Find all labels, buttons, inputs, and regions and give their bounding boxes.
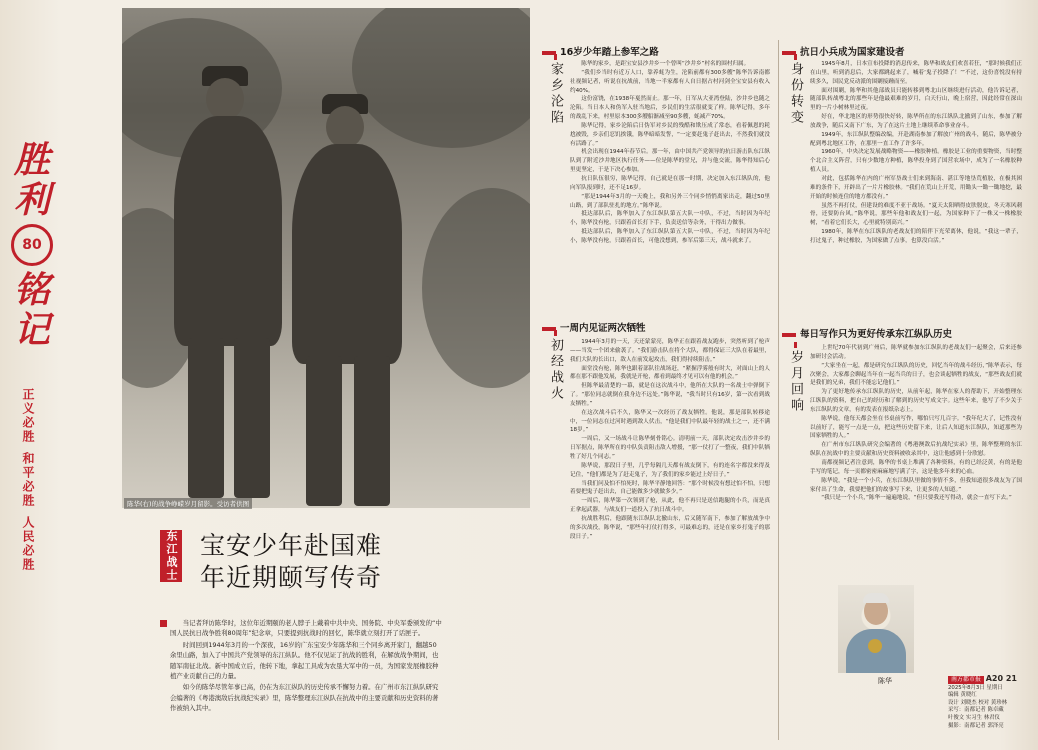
paragraph: 为了更好地传承东江纵队的历史，从前年起，陈华在家人的帮助下，开始整理东江纵队的资料，把自己的经历和了解到的历史写成文字。这些年来，他写了不少关于东江纵队的文章，有的发表在报纸杂志上。: [810, 389, 1022, 413]
paragraph: 陈华说，那段日子里，几乎每隔几天都有战友倒下，有的连名字都没来得及记住，“他们都是为了赶走鬼子，为了我们的家乡能过上好日子。”: [570, 462, 770, 478]
masthead-char: 胜: [13, 139, 50, 181]
section-body: [570, 60, 770, 292]
lede-marker: [160, 620, 167, 627]
paragraph: 机会出现在1944年春节后。那一年，由中国共产党领导的抗日游击队东江纵队到了附近沙井地区执行任务——位是陈华的堂兄，并与他交流，陈华得知后心里更坚定，于是下决心参加。: [570, 149, 770, 174]
paragraph: 抵达部队后，陈华加入了东江纵队第五大队一中队，不过，当时因为年纪小，陈华没有枪，只跟着首长打下手，负责送信等杂务，干得出力做事。: [570, 211, 770, 227]
paragraph: 好在，华北地区的形势很快好转，陈华所在的东江纵队北撤到了山东，参加了解放战争，随后又南下广东，为了在这片土地上继续革命事业奋斗。: [810, 114, 1022, 129]
paragraph: 南都视频记者注意到，陈华的书桌上堆满了各种资料，有的已经泛黄，有的是他手写的笔记，每一页都密密麻麻地写满了字，这是他多年来的心血。: [810, 459, 1022, 475]
paragraph: 1945年8月，日本宣布投降的消息传来，陈华和战友们欢喜若狂，“那时候我们正在山里，听到消息后，大家都跳起来了，喊着‘鬼子投降了！’”不过，这份喜悦没有持续多久，国民党反动派的围剿接踵而至。: [810, 61, 1022, 85]
section-title: 每日写作只为更好传承东江纵队历史: [782, 326, 952, 340]
masthead-char: 利: [13, 179, 50, 221]
paragraph: “我们乡当时有近万人口，靠养蚝为生，沦陷前都有300多艘”陈华告诉南都社视频记者，听说在抗战前，当地一半家都有人自日据占村河剑全宝安县有收入约40%。: [570, 69, 770, 94]
paragraph: 这份富饶，在1938年戛然而止。那一年，日军从大亚湾登陆，沙井乡也随之沦陷。当日本人和伪军入驻当地后，乡民们的生活很就变了样。陈华记得，多年的战乱下来，村里原本300多艘船渐减至90多艘，蚝减产70%。: [570, 96, 770, 121]
masthead-char: 记: [13, 309, 50, 351]
paragraph: 一周后，又一场战斗让陈华刻骨铭心。清明前一天，部队决定攻击沙井乡的日军据点，陈华所在的中队负责阻击敌人增援，“那一仗打了一整夜，我们中队牺牲了好几个同志。”: [570, 436, 770, 460]
paragraph: 1949年，东江纵队整编改编，开赴湖南参加了解放广州的战斗，随后，陈华被分配到粤北地区工作，在那里一直工作了许多年。: [810, 131, 1022, 147]
slogan: 和平必胜: [21, 452, 35, 508]
paragraph: 1944年3月的一天，天还蒙蒙亮，陈华正在跟着战友跑步，突然听到了枪声——当发一个团来偷袭了。“我们游击队在将个大队，都得保证三大队在着最里，我们大队的长出口，敌人在前发起攻击，我们得持续阻击。”: [570, 339, 770, 363]
lede-paragraph: 时间回到1944年3月的一个深夜，16岁的广东宝安少年陈华和三个同乡离开家门，翻越50余里山路，加入了中国共产党领导的东江纵队。他不仅见证了抗战的胜利，在解放战争期间，也随军南征北战。新中国成立后，他转下地，拿起工具成为农垦大军中的一员，为国家发展橡胶种植产业贡献自己的力量。: [170, 640, 439, 681]
section-label: 家乡沦陷: [548, 62, 563, 126]
publication-info: [948, 675, 1018, 730]
column-divider: [778, 40, 779, 740]
paragraph: “我只是一个小兵，”陈华一遍遍地说，“但只要我还写得动，就会一直写下去。”: [821, 495, 1012, 502]
paragraph: 虽然不再打仗，但建设的难度不亚于战场。“夏天太阳晒得皮肤脱皮，冬天寒风刺骨，还要防台风。”陈华说，那些年他和战友们一起，为国家种下了一株又一株橡胶树，“看着它们长大，心里就特别高兴。”: [810, 202, 1022, 227]
section-label: 初经战火: [548, 338, 563, 402]
headline-line: 宝安少年赴国难: [200, 531, 383, 560]
paragraph: 面对围剿，陈华和其他部战员只能转移到粤北山区继续进行活动，他告诉记者，随部队转战粤北的那些年是他最艰难的岁月，白天行山，晚上宿营，因此经常在深山里的一片小树林里过夜。: [810, 87, 1022, 112]
paragraph: 陈华的家乡，是距宝安县沙井乡一个曾叫“沙井乡”村名的围村归属。: [581, 61, 750, 67]
masthead-char: 铭: [13, 269, 50, 311]
section-title: 一周内见证两次牺牲: [542, 320, 646, 334]
pub-editor: 编辑 黄晓红: [948, 692, 977, 699]
pub-credits: 摄影：南都记者 郭泽亮: [948, 722, 1004, 729]
section-title: 16岁少年踏上参军之路: [542, 44, 659, 58]
paragraph: 抗战胜利后，他跟随东江纵队北撤山东，后又随军南下，参加了解放战争中的多次战役，陈华说，“那些年打仗打得多，可最难忘的，还是在家乡打鬼子的那段日子。”: [570, 515, 770, 540]
section-label: 身份转变: [788, 62, 803, 126]
lede-paragraph: 当记者拜访陈华时，这位年近期颐的老人脖子上戴着中共中央、国务院、中央军委颁发的“中国人民抗日战争胜利80周年”纪念章，只要提到抗战时的回忆，陈华就立刻打开了话匣子。: [170, 619, 442, 638]
section-body: [810, 344, 1022, 580]
paragraph: 面堂没有枪，陈华也跟着部队往战场赶，“紧握浮雾般有时大，对面山上的人都在那不跟他发展，我就是开枪，都看到最终才见可以有他的机会。”: [570, 365, 770, 381]
slogan: 人民必胜: [21, 516, 35, 572]
paragraph: 陈华说，“我是一个小兵，在东江纵队里做的事情不多，但我知道很多战友为了国家付出了生命，我要把他们的故事写下来，让更多的人知道。”: [810, 477, 1022, 493]
anniversary-80-badge: 80: [11, 224, 53, 266]
headline-line: 年近期颐写传奇: [200, 563, 383, 592]
paragraph: 对此，包括陈华在内的广州军垦战士们来到海南、湛江等地垦荒植胶，在极其困难的条件下，开辟出了一片片橡胶林。“我们在荒山上开荒，用锄头一锄一锄地挖，最开始的时候连住的地方都没有。”: [810, 175, 1022, 200]
slogans: [20, 388, 48, 580]
section-body: [810, 60, 1022, 310]
pub-designer: 设计 刘晓杰 校对 黄珍林: [948, 699, 1008, 706]
medal-icon: [868, 639, 882, 653]
pub-credits: 叶俊文 实习生 林君仪: [948, 714, 1000, 721]
paragraph: 在广州市东江纵队研究会编著的《粤港澳敌后抗战纪实录》里，陈华整理的东江纵队在抗战中的主要贡献和历史资料被收录其中，这让他感到十分欣慰。: [810, 442, 1022, 458]
page-number: A20 21: [985, 674, 1017, 683]
paragraph: 抵达部队后，陈华加入了东江纵队第五大队一中队，不过，当时因为年纪小，陈华没有枪，只跟着首长，可他没想到，参军后第三天，战斗就来了。: [570, 229, 770, 244]
paragraph: 一周后，陈华第一次领到了枪，从此，他不再只是送信跑腿的小兵，而是真正拿起武器，与战友们一道投入了抗日战斗中。: [570, 498, 770, 514]
paragraph: “那是1944年3月的一天晚上，我和另外三个同乡悄悄离家出走，翻过50里山路，到了部队驻扎的地方。”陈华说。: [570, 193, 770, 209]
column-tag: 东江战士: [160, 530, 182, 582]
section-label: 岁月回响: [788, 350, 803, 414]
lede-paragraph: 如今的陈华尽管年事已高，仍在为东江纵队的历史传承不懈努力着。在广州市东江纵队研究会编著的《粤港澳敌后抗战纪实录》里，陈华整理东江纵队在抗战中的主要贡献和历史资料的著作被纳入其中。: [170, 683, 439, 713]
slogan: 正义必胜: [21, 388, 35, 444]
brand-label: 南方都市报: [948, 676, 984, 684]
pub-date: 2025年8月3日 星期日: [948, 684, 1003, 691]
paragraph: 当我们问及怕不怕死时，陈华平静地回答：“那个时候没有想过怕不怕，只想着要把鬼子赶出去，自己能做多少就做多少。”: [570, 480, 770, 496]
lede: [170, 618, 442, 715]
masthead: [6, 140, 58, 350]
pub-credits: 采写：南都记者 陈卓藏: [948, 707, 1004, 714]
paragraph: 陈华说，他每天都会坐在书桌前写作，哪怕只写几百字。“我年纪大了，记性没有以前好了，能写一点是一点，把这些历史留下来，让后人知道东江纵队，知道那些为国家牺牲的人。”: [810, 415, 1022, 440]
paragraph: “大家坐在一起，都是研究东江纵队的历史，回忆当年的战斗经历，”陈华表示，每次聚会，大家都会聊起当年在一起当兵的日子，也会谈起牺牲的战友，“那些战友们就是我们的兄弟，我们不能忘记他们。”: [810, 362, 1022, 387]
paragraph: 在这次战斗后不久，陈华又一次经历了战友牺牲。他说，那是部队转移途中，一位同志在过河时遇到敌人伏击，“他是我们中队最年轻的战士之一，还不满18岁。”: [570, 409, 770, 434]
section-title: 抗日小兵成为国家建设者: [782, 44, 905, 58]
section-body: [570, 338, 770, 738]
portrait-photo: [838, 585, 914, 673]
paragraph: 1980年，陈华在东江纵队的老战友们的陪伴下光荣离休，他说，“我这一辈子，打过鬼子，种过橡胶，为国家做了点事，也算没白活。”: [810, 229, 1022, 244]
photo-caption: 陈华(右)的战争峥嵘岁月留影。受访者供图: [124, 498, 252, 509]
headline: [200, 530, 470, 594]
paragraph: 上世纪70年代初到广州后，陈华就参加东江纵队的老战友们一起聚会，后来还参加研讨会活动。: [810, 345, 1022, 360]
paragraph: 但陈华最清楚的一幕，就是在这次战斗中，他所在大队的一名战士中弹倒下了。“那位同志就倒在我身边不远处。”陈华说，“我当时只有16岁，第一次看到战友牺牲。”: [570, 383, 770, 407]
historic-photo: [122, 8, 530, 508]
portrait-name: 陈华: [878, 677, 892, 685]
paragraph: 1960年，中央决定发展战略物资——橡胶种植。橡胶是工业的重要物资，当时整个北合主义阵营，只有少数地方种植，陈华投身到了国营农场中，成为了一名橡胶种植人员。: [810, 149, 1022, 174]
paragraph: 陈华记得，家乡沦陷后日伪军对乡民的残酷和欺压成了常态，看着佩恩的耗尬被毁，乡亲们忍饥挨饿，陈华暗暗发誓，“一定要赶鬼子赶出去，不然我们就没有活路了。”: [570, 122, 770, 147]
paragraph: 抗日队伍很穷，陈华记得，自己就是在那一时期，决定加入东江纵队的，他向军队报到时，还不足16岁。: [570, 175, 770, 191]
